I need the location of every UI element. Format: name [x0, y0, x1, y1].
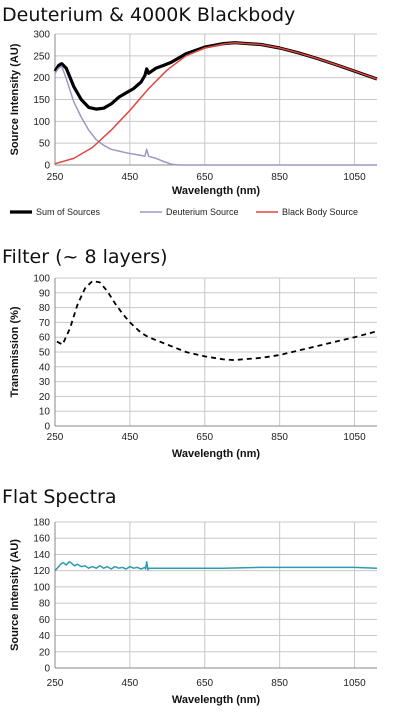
chart-title-flat: Flat Spectra — [2, 486, 117, 508]
x-axis-title: Wavelength (nm) — [171, 448, 261, 460]
x-tick-label: 650 — [196, 432, 214, 443]
legend-label: Black Body Source — [282, 207, 359, 217]
y-tick-label: 60 — [38, 614, 50, 626]
y-tick-label: 90 — [38, 288, 50, 300]
y-tick-label: 250 — [33, 51, 50, 63]
chart-panel-blackbody — [0, 28, 400, 238]
x-tick-label: 650 — [196, 678, 214, 689]
x-tick-label: 250 — [46, 678, 64, 689]
y-tick-label: 80 — [38, 303, 50, 315]
y-tick-label: 100 — [33, 273, 50, 285]
y-tick-label: 80 — [38, 598, 50, 610]
y-axis-title: Transmission (%) — [9, 306, 21, 398]
y-tick-label: 0 — [44, 663, 50, 675]
y-tick-label: 0 — [44, 421, 50, 433]
y-tick-label: 200 — [33, 73, 50, 85]
series-line-deuterium-source — [55, 66, 377, 165]
x-tick-label: 1050 — [343, 432, 366, 443]
y-tick-label: 160 — [33, 533, 50, 545]
y-tick-label: 20 — [38, 647, 50, 659]
legend-label: Deuterium Source — [166, 207, 239, 217]
x-tick-label: 450 — [121, 432, 139, 443]
x-tick-label: 850 — [271, 432, 288, 443]
y-tick-label: 100 — [33, 582, 50, 594]
y-tick-label: 150 — [33, 95, 50, 106]
chart-title-filter: Filter (~ 8 layers) — [2, 246, 168, 268]
x-tick-label: 1050 — [343, 172, 366, 183]
chart-panel-flat — [0, 512, 400, 716]
x-tick-label: 850 — [271, 172, 288, 183]
x-tick-label: 850 — [271, 678, 288, 689]
chart-title-blackbody: Deuterium & 4000K Blackbody — [2, 4, 296, 26]
y-tick-label: 10 — [38, 406, 50, 418]
y-tick-label: 300 — [33, 29, 50, 41]
x-tick-label: 650 — [196, 172, 214, 183]
x-tick-label: 450 — [121, 678, 139, 689]
x-tick-label: 1050 — [343, 678, 366, 689]
y-tick-label: 180 — [33, 517, 50, 529]
x-axis-title: Wavelength (nm) — [171, 185, 261, 197]
chart-blackbody — [0, 28, 400, 238]
chart-panel-filter — [0, 270, 400, 472]
y-tick-label: 60 — [38, 332, 50, 344]
x-tick-label: 450 — [121, 172, 139, 183]
y-tick-label: 0 — [44, 160, 50, 172]
x-tick-label: 250 — [46, 172, 64, 183]
y-tick-label: 140 — [33, 549, 50, 561]
legend-label: Sum of Sources — [36, 207, 101, 217]
y-tick-label: 30 — [38, 377, 50, 389]
y-tick-label: 40 — [38, 631, 50, 643]
y-axis-title: Source Intensity (AU) — [9, 43, 21, 156]
y-tick-label: 50 — [38, 138, 50, 150]
y-tick-label: 70 — [38, 317, 50, 329]
y-tick-label: 40 — [38, 362, 50, 374]
y-axis-title: Source Intensity (AU) — [9, 539, 21, 651]
y-tick-label: 50 — [38, 347, 50, 359]
x-axis-title: Wavelength (nm) — [171, 694, 261, 706]
y-tick-label: 100 — [33, 116, 50, 128]
x-tick-label: 250 — [46, 432, 64, 443]
y-tick-label: 120 — [33, 566, 50, 578]
chart-flat — [0, 512, 400, 716]
chart-filter — [0, 270, 400, 472]
series-line-chart2 — [55, 562, 377, 571]
y-tick-label: 20 — [38, 391, 50, 403]
